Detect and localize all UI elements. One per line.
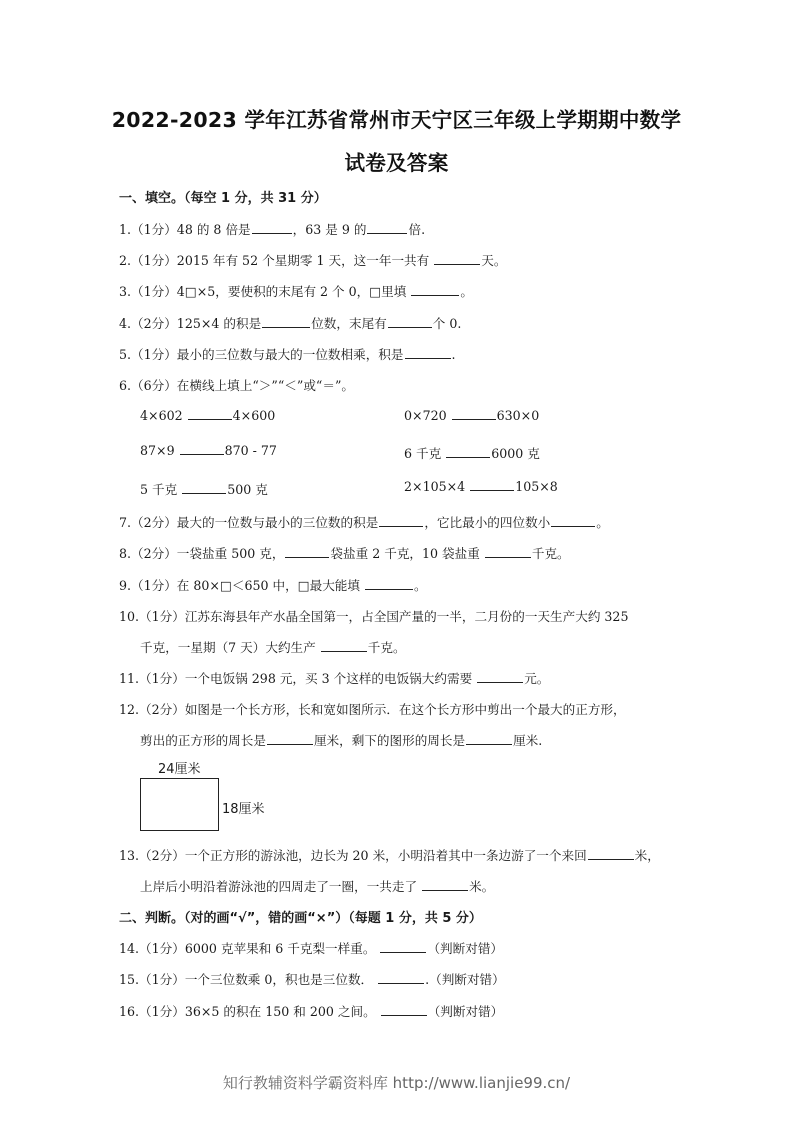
- question-text: 米。: [469, 879, 495, 894]
- compare-item: 2×105×4 105×8: [404, 479, 558, 494]
- compare-item: 5 千克 500 克: [140, 482, 268, 497]
- question-13-continued: [140, 876, 494, 895]
- question-10-continued: [140, 637, 406, 656]
- question-text: 14.（1分）6000 克苹果和 6 千克梨一样重。: [119, 941, 376, 956]
- question-text: 8.（2分）一袋盐重 500 克，: [119, 546, 285, 561]
- question-text: 元。: [524, 671, 550, 686]
- answer-blank[interactable]: [365, 578, 413, 590]
- question-text: 3.（1分）4□×5，要使积的末尾有 2 个 0，□里填: [119, 284, 407, 299]
- question-text: 位数，末尾有: [311, 316, 387, 331]
- compare-item: 0×720 630×0: [404, 408, 540, 423]
- question-text: 米，: [634, 848, 660, 863]
- rectangle-figure: [140, 778, 219, 831]
- question-12: [119, 699, 626, 718]
- question-text: 13.（2分）一个正方形的游泳池，边长为 20 米，小明沿着其中一条边游了一个来回: [119, 848, 587, 863]
- answer-blank[interactable]: [381, 1004, 427, 1016]
- question-11: [119, 668, 549, 687]
- answer-blank[interactable]: [180, 443, 224, 455]
- answer-blank[interactable]: [452, 408, 496, 420]
- question-text: 16.（1分）36×5 的积在 150 和 200 之间。: [119, 1004, 376, 1019]
- question-text: 倍.: [408, 222, 426, 237]
- answer-blank[interactable]: [411, 284, 459, 296]
- question-text: 9.（1分）在 80×□＜650 中，□最大能填: [119, 578, 360, 593]
- question-text: ，它比最小的四位数小: [424, 515, 551, 530]
- compare-item: 87×9 870 - 77: [140, 443, 277, 458]
- question-text: （判断对错）: [427, 941, 504, 956]
- answer-blank[interactable]: [466, 733, 512, 745]
- answer-blank[interactable]: [321, 640, 367, 652]
- rectangle-length-label: 24厘米: [158, 762, 201, 777]
- question-text: ，63 是 9 的: [292, 222, 367, 237]
- answer-blank[interactable]: [388, 316, 432, 328]
- answer-blank[interactable]: [405, 347, 451, 359]
- question-text: 。: [596, 515, 609, 530]
- page-title-line2: 试卷及答案: [344, 151, 449, 175]
- question-16: [119, 1001, 503, 1020]
- answer-blank[interactable]: [380, 941, 426, 953]
- answer-blank[interactable]: [446, 446, 490, 458]
- question-5: [119, 344, 456, 363]
- answer-blank[interactable]: [367, 222, 407, 234]
- question-text: 1.（1分）48 的 8 倍是: [119, 222, 251, 237]
- question-text: .: [451, 347, 456, 362]
- question-text: 7.（2分）最大的一位数与最小的三位数的积是: [119, 515, 379, 530]
- question-text: 。: [414, 578, 427, 593]
- compare-item: 4×602 4×600: [140, 408, 276, 423]
- question-3: [119, 281, 473, 300]
- answer-blank[interactable]: [378, 972, 424, 984]
- question-text: 4.（2分）125×4 的积是: [119, 316, 262, 331]
- question-9: [119, 575, 427, 594]
- answer-blank[interactable]: [485, 546, 531, 558]
- section-heading-fill-in: 一、填空。（每空 1 分，共 31 分）: [119, 191, 327, 206]
- question-text: 12.（2分）如图是一个长方形，长和宽如图所示．在这个长方形中剪出一个最大的正方形，: [119, 702, 626, 717]
- question-12-continued: [140, 730, 542, 749]
- question-2: [119, 250, 506, 269]
- answer-blank[interactable]: [477, 671, 523, 683]
- answer-blank[interactable]: [379, 515, 423, 527]
- answer-blank[interactable]: [551, 515, 595, 527]
- answer-blank[interactable]: [267, 733, 313, 745]
- question-text: （判断对错）: [427, 1004, 504, 1019]
- question-text: 袋盐重 2 千克，10 袋盐重: [330, 546, 480, 561]
- question-text: 厘米.: [513, 733, 543, 748]
- question-text: 厘米，剩下的图形的周长是: [313, 733, 466, 748]
- question-text: 。: [460, 284, 473, 299]
- answer-blank[interactable]: [188, 408, 232, 420]
- question-text: 天。: [481, 253, 507, 268]
- question-14: [119, 938, 503, 957]
- question-text: 6.（6分）在横线上填上“＞”“＜”或“＝”。: [119, 378, 354, 393]
- question-15: [119, 969, 505, 988]
- footer-watermark: 知行教辅资料学霸资料库 http://www.lianjie99.cn/: [222, 1074, 571, 1092]
- compare-item: 6 千克 6000 克: [404, 446, 540, 461]
- rectangle-width-label: 18厘米: [222, 802, 265, 817]
- question-text: 2.（1分）2015 年有 52 个星期零 1 天，这一年一共有: [119, 253, 430, 268]
- question-7: [119, 512, 609, 531]
- question-text: 千克，一星期（7 天）大约生产: [140, 640, 316, 655]
- answer-blank[interactable]: [422, 879, 468, 891]
- question-text: 个 0.: [432, 316, 462, 331]
- question-text: 千克。: [531, 546, 570, 561]
- question-6: [119, 375, 354, 394]
- question-text: 10.（1分）江苏东海县年产水晶全国第一，占全国产量的一半，二月份的一天生产大约 325: [119, 609, 629, 624]
- question-4: [119, 313, 461, 332]
- question-text: 15.（1分）一个三位数乘 0，积也是三位数．: [119, 972, 374, 987]
- question-text: 5.（1分）最小的三位数与最大的一位数相乘，积是: [119, 347, 404, 362]
- question-13: [119, 845, 660, 864]
- question-text: 上岸后小明沿着游泳池的四周走了一圈，一共走了: [140, 879, 418, 894]
- section-heading-true-false: 二、判断。（对的画“√”，错的画“×”）（每题 1 分，共 5 分）: [119, 911, 482, 926]
- question-text: 千克。: [367, 640, 406, 655]
- answer-blank[interactable]: [434, 253, 480, 265]
- question-1: [119, 219, 425, 238]
- answer-blank[interactable]: [182, 482, 226, 494]
- answer-blank[interactable]: [470, 479, 514, 491]
- answer-blank[interactable]: [252, 222, 292, 234]
- question-10: [119, 606, 628, 625]
- page-title-line1: 2022-2023 学年江苏省常州市天宁区三年级上学期期中数学: [111, 108, 682, 132]
- question-text: 11.（1分）一个电饭锅 298 元，买 3 个这样的电饭锅大约需要: [119, 671, 473, 686]
- answer-blank[interactable]: [285, 546, 329, 558]
- question-8: [119, 543, 570, 562]
- answer-blank[interactable]: [588, 848, 634, 860]
- question-text: 剪出的正方形的周长是: [140, 733, 266, 748]
- question-text: .（判断对错）: [425, 972, 505, 987]
- answer-blank[interactable]: [262, 316, 310, 328]
